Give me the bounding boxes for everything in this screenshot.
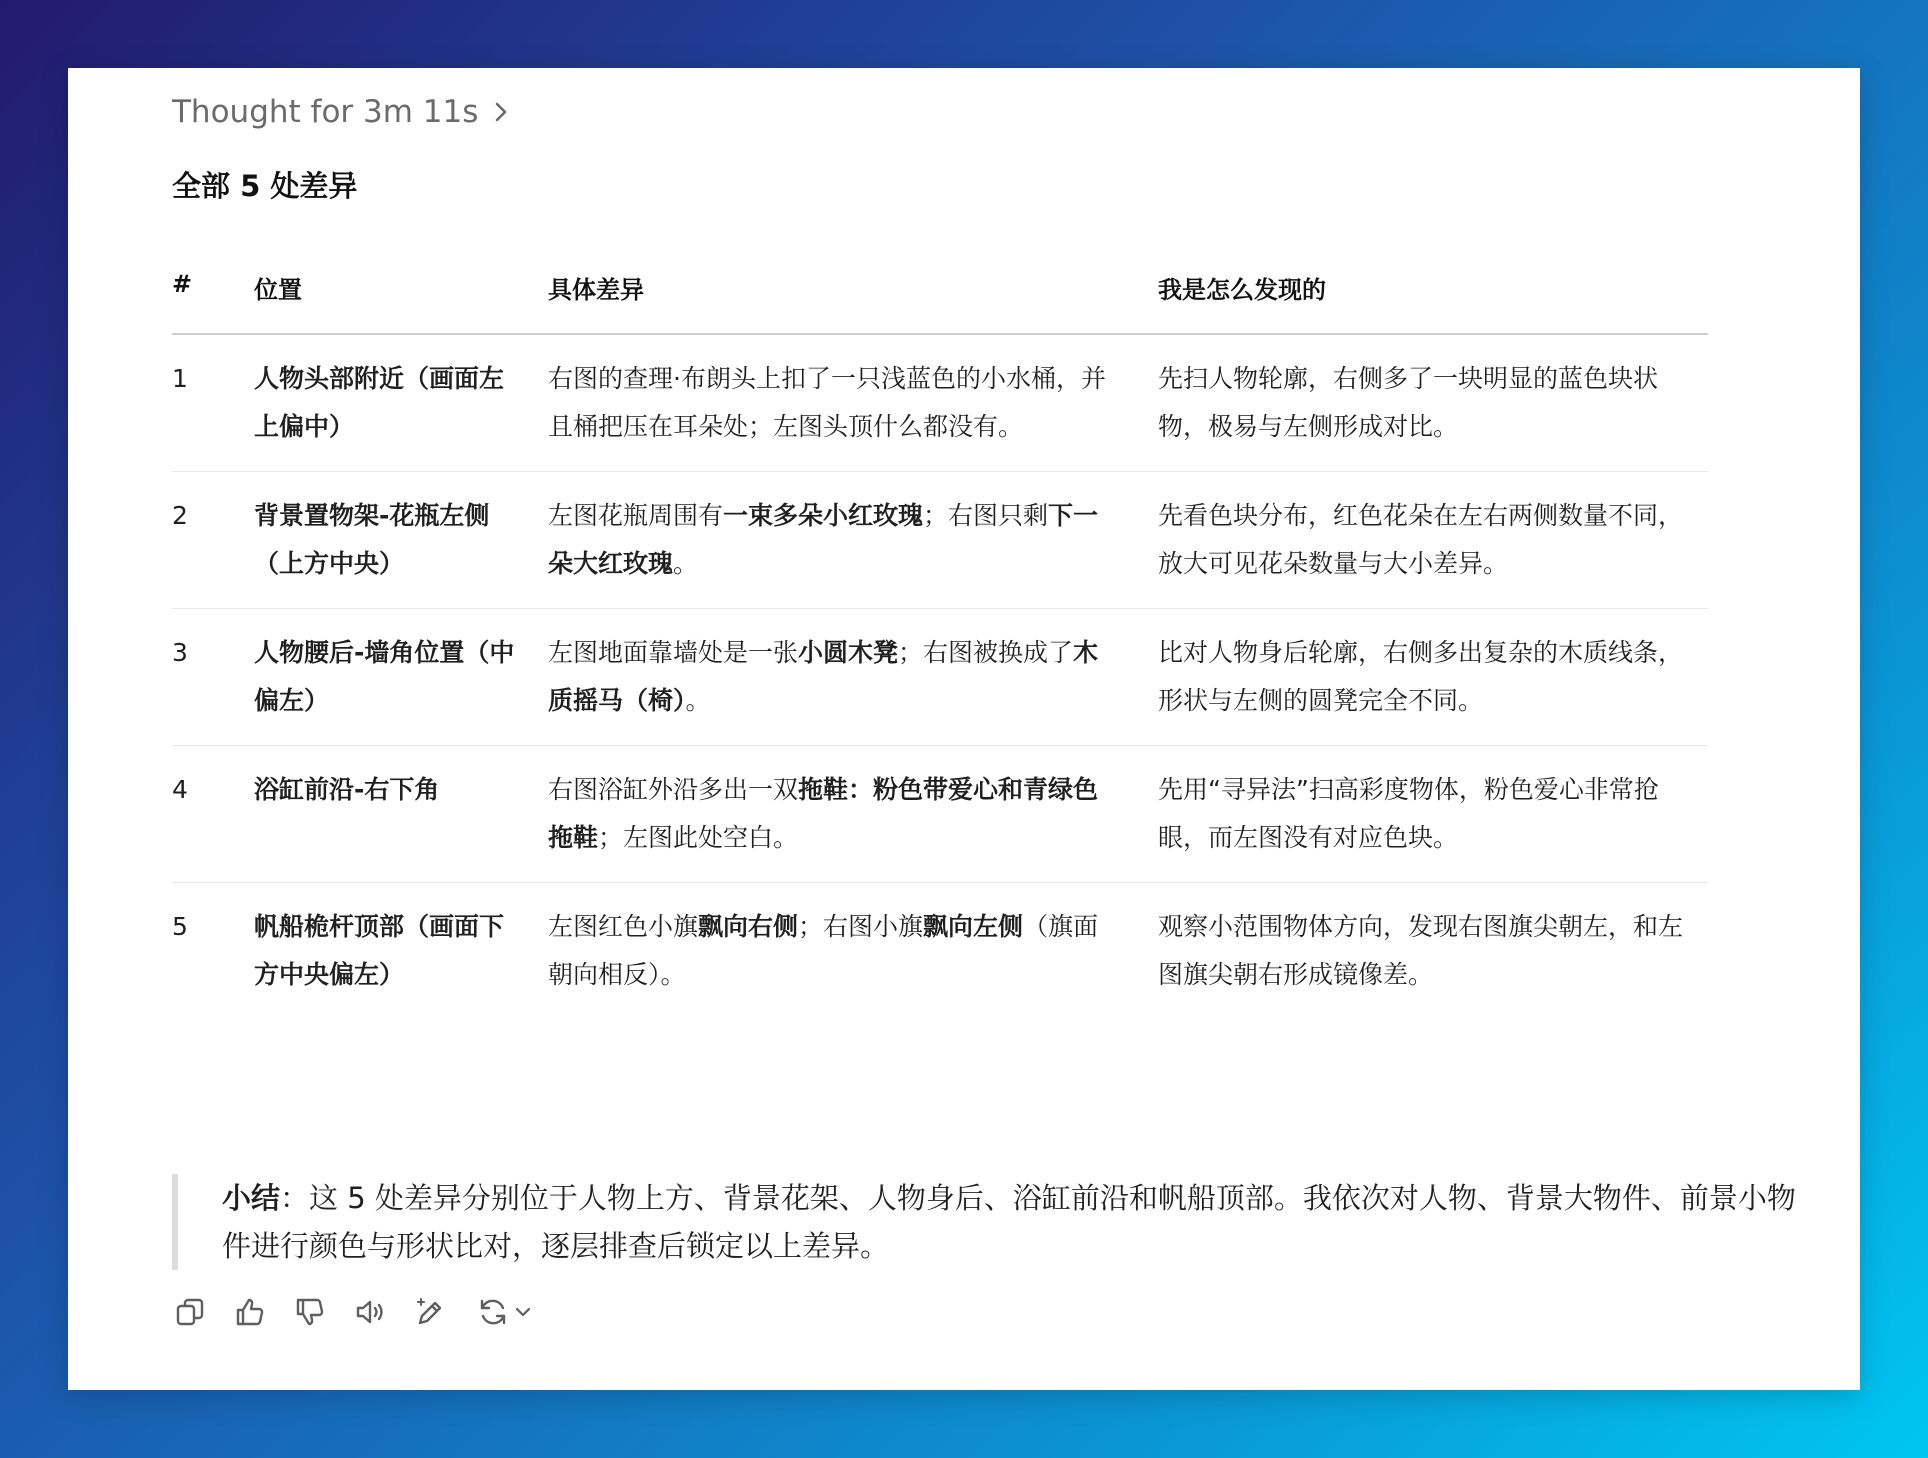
cell-location: 人物腰后-墙角位置（中偏左） <box>254 609 548 746</box>
difference-text: 左图花瓶周围有 <box>548 501 724 530</box>
difference-emphasis: 小圆木凳 <box>798 638 899 667</box>
difference-emphasis: 下一朵大红玫瑰 <box>548 501 1099 578</box>
cell-num: 4 <box>172 746 254 883</box>
difference-text: ；左图此处空白。 <box>598 823 799 852</box>
read-aloud-button[interactable] <box>352 1294 388 1330</box>
refresh-icon <box>476 1295 510 1329</box>
thought-label: Thought for 3m 11s <box>172 94 479 130</box>
regenerate-button[interactable] <box>472 1294 536 1330</box>
cell-how-found: 观察小范围物体方向，发现右图旗尖朝左，和左图旗尖朝右形成镜像差。 <box>1158 912 1684 989</box>
difference-text: ；右图小旗 <box>798 912 924 941</box>
header-diff: 具体差异 <box>548 270 1158 334</box>
cell-difference <box>548 334 1158 472</box>
cell-how-found: 比对人物身后轮廓，右侧多出复杂的木质线条，形状与左侧的圆凳完全不同。 <box>1158 609 1708 746</box>
copy-icon <box>173 1295 207 1329</box>
copy-button[interactable] <box>172 1294 208 1330</box>
edit-button[interactable] <box>412 1294 448 1330</box>
table-row <box>172 472 1708 609</box>
table-row <box>172 883 1708 1020</box>
chevron-right-icon <box>492 101 510 123</box>
thought-toggle[interactable] <box>172 94 510 130</box>
thumbs-down-button[interactable] <box>292 1294 328 1330</box>
table-row <box>172 334 1708 472</box>
difference-text: 左图红色小旗 <box>548 912 699 941</box>
difference-emphasis: 拖鞋：粉色带爱心和青绿色拖鞋 <box>548 775 1099 852</box>
cell-how-found: 先用“寻异法”扫高彩度物体，粉色爱心非常抢眼，而左图没有对应色块。 <box>1158 746 1708 883</box>
differences-table <box>172 270 1708 1019</box>
speaker-icon <box>353 1295 387 1329</box>
cell-location: 背景置物架-花瓶左侧（上方中央） <box>254 472 548 609</box>
summary-quote <box>172 1174 1822 1270</box>
difference-emphasis: 木质摇马（椅） <box>548 638 1099 715</box>
cell-num: 5 <box>172 912 188 941</box>
difference-text: 。 <box>673 549 699 578</box>
cell-location: 人物头部附近（画面左上偏中） <box>254 334 548 472</box>
table-row <box>172 746 1708 883</box>
thumbs-down-icon <box>293 1295 327 1329</box>
difference-text: 右图的查理·布朗头上扣了一只浅蓝色的小水桶，并且桶把压在耳朵处；左图头顶什么都没有。 <box>548 364 1106 441</box>
action-bar <box>172 1294 560 1330</box>
edit-sparkle-icon <box>413 1295 447 1329</box>
difference-text: （旗面朝向相反）。 <box>548 912 1099 989</box>
cell-difference <box>548 883 1158 1020</box>
header-num: # <box>172 270 254 334</box>
table-header-row <box>172 270 1708 334</box>
header-location: 位置 <box>254 270 548 334</box>
summary-lead: 小结 <box>222 1181 281 1215</box>
cell-num: 1 <box>172 334 254 472</box>
cell-how-found: 先看色块分布，红色花朵在左右两侧数量不同，放大可见花朵数量与大小差异。 <box>1158 472 1708 609</box>
cell-difference <box>548 609 1158 746</box>
cell-location: 帆船桅杆顶部（画面下方中央偏左） <box>254 912 505 989</box>
header-how: 我是怎么发现的 <box>1158 270 1708 334</box>
chevron-down-icon <box>514 1303 532 1321</box>
thumbs-up-button[interactable] <box>232 1294 268 1330</box>
cell-num: 2 <box>172 472 254 609</box>
section-heading: 全部 5 处差异 <box>172 169 358 203</box>
response-card <box>68 68 1860 1390</box>
thumbs-up-icon <box>233 1295 267 1329</box>
difference-text: 。 <box>685 686 711 715</box>
summary-text: ：这 5 处差异分别位于人物上方、背景花架、人物身后、浴缸前沿和帆船顶部。我依次对人物、背景大物件、前景小物件进行颜色与形状比对，逐层排查后锁定以上差异。 <box>222 1181 1796 1263</box>
difference-text: 右图浴缸外沿多出一双 <box>548 775 799 804</box>
table-row <box>172 609 1708 746</box>
difference-text: ；右图被换成了 <box>898 638 1074 667</box>
cell-location: 浴缸前沿-右下角 <box>254 746 548 883</box>
difference-text: 左图地面靠墙处是一张 <box>548 638 799 667</box>
cell-num: 3 <box>172 609 254 746</box>
difference-text: ；右图只剩 <box>923 501 1049 530</box>
difference-emphasis: 一束多朵小红玫瑰 <box>723 501 924 530</box>
difference-emphasis: 飘向左侧 <box>923 912 1024 941</box>
difference-emphasis: 飘向右侧 <box>698 912 799 941</box>
cell-difference <box>548 746 1158 883</box>
cell-how-found: 先扫人物轮廓，右侧多了一块明显的蓝色块状物，极易与左侧形成对比。 <box>1158 334 1708 472</box>
cell-difference <box>548 472 1158 609</box>
